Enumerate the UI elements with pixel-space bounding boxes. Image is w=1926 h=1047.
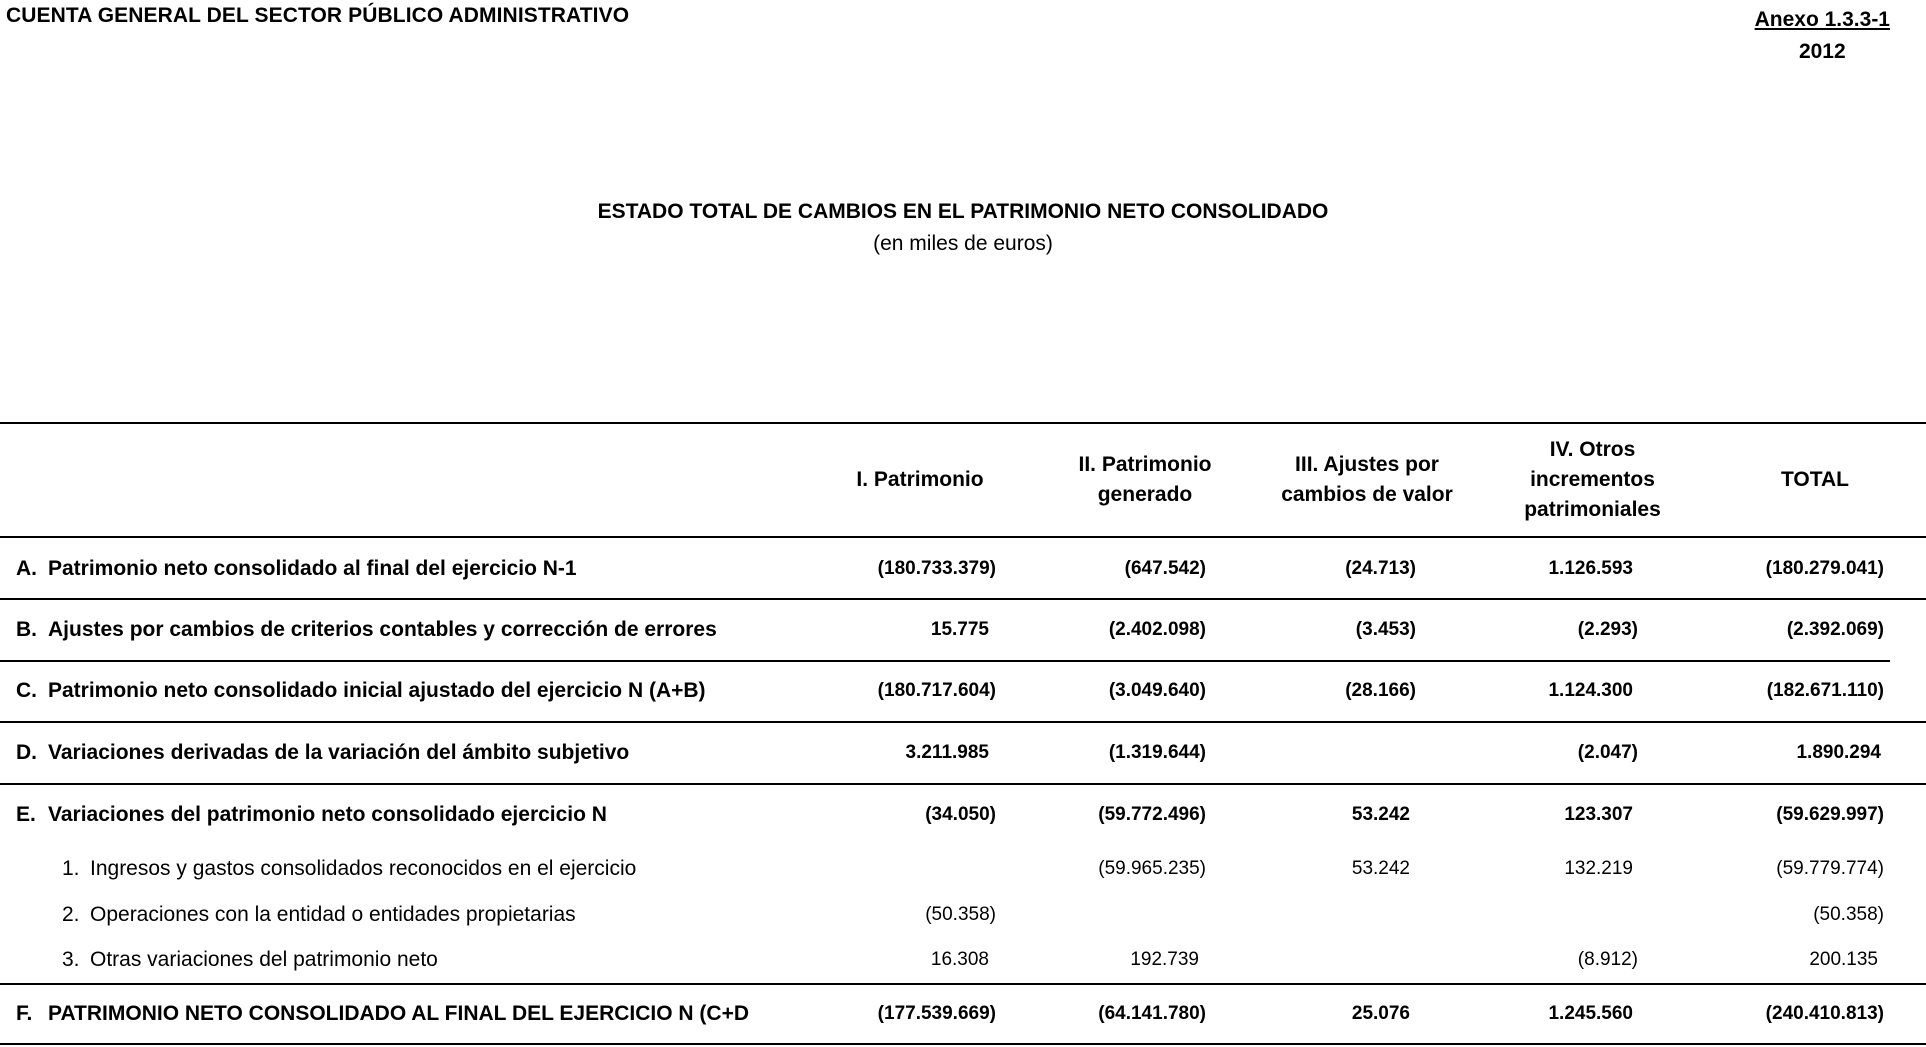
row-number: 3.	[62, 948, 80, 971]
table-header-rule	[0, 536, 1926, 538]
row-label: Patrimonio neto consolidado al final del ejercicio N-1	[48, 557, 577, 580]
cell-ajustes-valor: 53.242	[1351, 858, 1410, 879]
cell-patrimonio: (34.050)	[925, 804, 996, 825]
table-row-d	[0, 738, 1926, 768]
cell-patrimonio: (50.358)	[925, 904, 996, 925]
cell-patrimonio-generado: 192.739	[1130, 949, 1199, 970]
page-title: ESTADO TOTAL DE CAMBIOS EN EL PATRIMONIO NETO CONSOLIDADO	[597, 200, 1329, 223]
cell-total: 200.135	[1809, 949, 1878, 970]
row-letter: E.	[16, 803, 36, 826]
row-divider	[0, 783, 1926, 785]
table-row-e2	[0, 900, 1926, 930]
row-letter: A.	[16, 557, 37, 580]
cell-otros-incrementos: (2.047)	[1577, 742, 1638, 763]
table-row-e3	[0, 945, 1926, 975]
row-label: PATRIMONIO NETO CONSOLIDADO AL FINAL DEL EJERCICIO N (C+D	[48, 1002, 750, 1025]
cell-patrimonio: 3.211.985	[905, 742, 989, 763]
table-bottom-rule	[0, 1043, 1926, 1045]
cell-patrimonio-generado: (2.402.098)	[1108, 619, 1206, 640]
row-label: Operaciones con la entidad o entidades propietarias	[90, 903, 576, 926]
cell-total: (59.779.774)	[1776, 858, 1884, 879]
cell-total: (50.358)	[1813, 904, 1884, 925]
row-letter: D.	[16, 741, 37, 764]
row-letter: F.	[16, 1002, 33, 1025]
row-letter: C.	[16, 679, 37, 702]
cell-otros-incrementos: 1.245.560	[1548, 1003, 1633, 1024]
cell-patrimonio: 16.308	[930, 949, 989, 970]
cell-ajustes-valor: 53.242	[1351, 804, 1410, 825]
column-header-patrimonio-generado: II. Patrimonio generado	[1078, 453, 1212, 506]
cell-otros-incrementos: 132.219	[1564, 858, 1633, 879]
table-row-f	[0, 999, 1926, 1029]
table-row-c	[0, 676, 1926, 706]
cell-patrimonio-generado: (64.141.780)	[1098, 1003, 1206, 1024]
row-label: Ajustes por cambios de criterios contables y corrección de errores	[48, 618, 717, 641]
cell-otros-incrementos: 1.124.300	[1548, 680, 1633, 701]
row-letter: B.	[16, 618, 37, 641]
table-top-rule	[0, 422, 1926, 424]
cell-total: (240.410.813)	[1765, 1003, 1884, 1024]
title-block	[0, 196, 1926, 260]
cell-total: (2.392.069)	[1786, 619, 1884, 640]
annex-block	[1755, 4, 1890, 68]
page-subtitle: (en miles de euros)	[873, 232, 1053, 255]
row-divider	[0, 983, 1926, 985]
table-row-e1	[0, 854, 1926, 884]
cell-ajustes-valor: 25.076	[1351, 1003, 1410, 1024]
organization-title: CUENTA GENERAL DEL SECTOR PÚBLICO ADMINISTRATIVO	[6, 4, 630, 27]
row-label: Otras variaciones del patrimonio neto	[90, 948, 438, 971]
column-header-otros-incrementos: IV. Otros incrementos patrimoniales	[1524, 438, 1661, 521]
row-label: Patrimonio neto consolidado inicial ajustado del ejercicio N (A+B)	[48, 679, 706, 702]
cell-otros-incrementos: 123.307	[1564, 804, 1633, 825]
cell-patrimonio-generado: (647.542)	[1124, 558, 1206, 579]
cell-total: (59.629.997)	[1776, 804, 1884, 825]
column-header-total: TOTAL	[1780, 468, 1850, 491]
cell-total: (180.279.041)	[1765, 558, 1884, 579]
row-label: Ingresos y gastos consolidados reconocidos en el ejercicio	[90, 857, 637, 880]
cell-patrimonio-generado: (59.772.496)	[1098, 804, 1206, 825]
cell-patrimonio: (180.733.379)	[877, 558, 996, 579]
cell-patrimonio: 15.775	[930, 619, 989, 640]
row-number: 2.	[62, 903, 80, 926]
cell-patrimonio-generado: (3.049.640)	[1108, 680, 1206, 701]
row-label: Variaciones derivadas de la variación del ámbito subjetivo	[48, 741, 630, 764]
table-row-a	[0, 554, 1926, 584]
cell-ajustes-valor: (24.713)	[1345, 558, 1416, 579]
cell-patrimonio: (180.717.604)	[877, 680, 996, 701]
cell-ajustes-valor: (3.453)	[1355, 619, 1416, 640]
table-row-e	[0, 800, 1926, 830]
annex-label: Anexo 1.3.3-1	[1754, 8, 1890, 31]
cell-patrimonio: (177.539.669)	[877, 1003, 996, 1024]
cell-otros-incrementos: 1.126.593	[1548, 558, 1633, 579]
row-label: Variaciones del patrimonio neto consolidado ejercicio N	[48, 803, 607, 826]
row-divider	[0, 598, 1926, 600]
cell-patrimonio-generado: (1.319.644)	[1108, 742, 1206, 763]
column-header-patrimonio: I. Patrimonio	[856, 468, 984, 491]
column-header-ajustes-valor: III. Ajustes por cambios de valor	[1281, 453, 1453, 506]
table-row-b	[0, 615, 1926, 645]
report-year: 2012	[1798, 40, 1846, 63]
cell-patrimonio-generado: (59.965.235)	[1098, 858, 1206, 879]
cell-otros-incrementos: (2.293)	[1577, 619, 1638, 640]
cell-total: (182.671.110)	[1766, 680, 1884, 701]
row-divider	[0, 721, 1926, 723]
row-number: 1.	[62, 857, 80, 880]
cell-total: 1.890.294	[1796, 742, 1881, 763]
cell-otros-incrementos: (8.912)	[1577, 949, 1638, 970]
row-divider	[0, 660, 1890, 662]
cell-ajustes-valor: (28.166)	[1345, 680, 1416, 701]
